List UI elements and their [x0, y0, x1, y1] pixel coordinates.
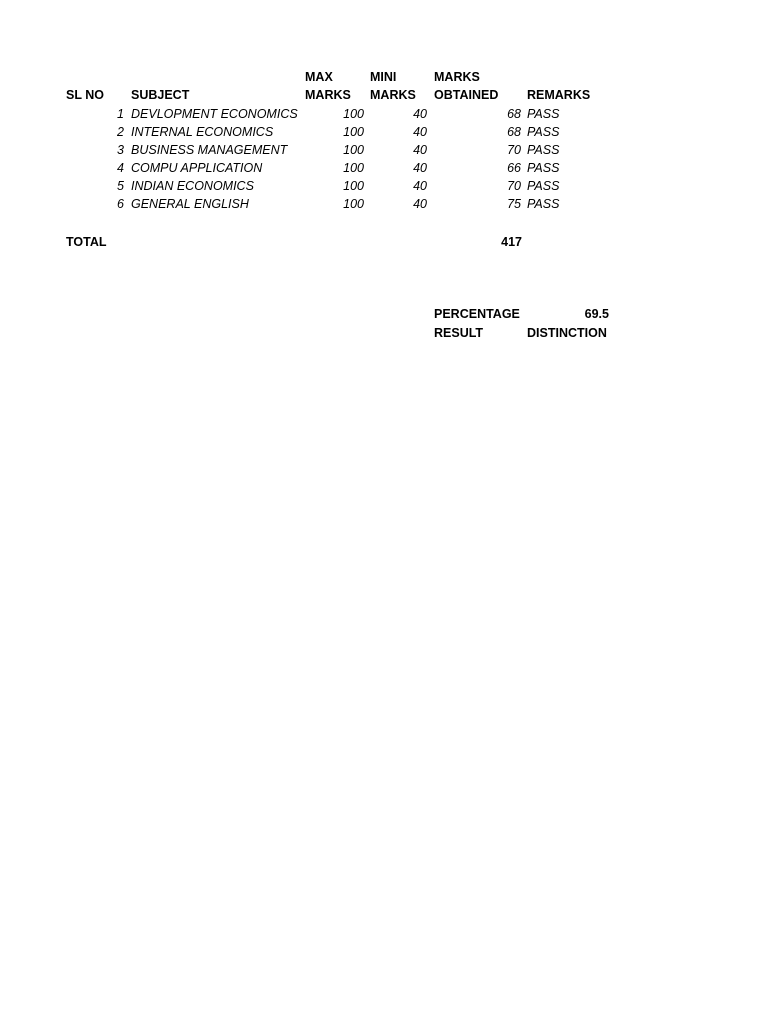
- table-row: [0, 178, 768, 196]
- sl-no-cell: 5: [117, 179, 124, 193]
- result-label: RESULT: [434, 326, 484, 340]
- subject-cell: INTERNAL ECONOMICS: [131, 125, 274, 139]
- remarks-cell: PASS: [527, 125, 560, 139]
- mini-marks-cell: 40: [413, 179, 427, 193]
- sl-no-cell: 1: [117, 107, 124, 121]
- table-row: [0, 160, 768, 178]
- remarks-cell: PASS: [527, 107, 560, 121]
- sl-no-cell: 6: [117, 197, 124, 211]
- marks-obtained-cell: 75: [507, 197, 521, 211]
- sl-no-cell: 3: [117, 143, 124, 157]
- marks-obtained-cell: 68: [507, 125, 521, 139]
- mini-marks-cell: 40: [413, 161, 427, 175]
- max-marks-cell: 100: [343, 125, 364, 139]
- table-row: [0, 106, 768, 124]
- max-marks-cell: 100: [343, 179, 364, 193]
- mini-marks-cell: 40: [413, 143, 427, 157]
- sl-no-cell: 4: [117, 161, 124, 175]
- max-marks-cell: 100: [343, 197, 364, 211]
- marks-obtained-header-line2: OBTAINED: [434, 88, 499, 102]
- max-marks-cell: 100: [343, 143, 364, 157]
- max-marks-header-line1: MAX: [305, 70, 333, 84]
- remarks-cell: PASS: [527, 143, 560, 157]
- table-row: [0, 196, 768, 214]
- remarks-cell: PASS: [527, 179, 560, 193]
- marks-obtained-cell: 70: [507, 143, 521, 157]
- table-row: [0, 142, 768, 160]
- max-marks-cell: 100: [343, 161, 364, 175]
- marks-obtained-cell: 70: [507, 179, 521, 193]
- marks-obtained-cell: 66: [507, 161, 521, 175]
- max-marks-header-line2: MARKS: [305, 88, 351, 102]
- mini-marks-cell: 40: [413, 125, 427, 139]
- marks-obtained-header-line1: MARKS: [434, 70, 480, 84]
- result-value: DISTINCTION: [527, 326, 607, 340]
- mini-marks-cell: 40: [413, 107, 427, 121]
- percentage-label: PERCENTAGE: [434, 307, 520, 321]
- subject-cell: COMPU APPLICATION: [131, 161, 263, 175]
- sl-no-header: SL NO: [66, 88, 104, 102]
- subject-cell: BUSINESS MANAGEMENT: [131, 143, 288, 157]
- total-label: TOTAL: [66, 235, 107, 249]
- mini-marks-header-line2: MARKS: [370, 88, 416, 102]
- subject-cell: INDIAN ECONOMICS: [131, 179, 254, 193]
- subject-header: SUBJECT: [131, 88, 190, 102]
- table-row: [0, 124, 768, 142]
- remarks-cell: PASS: [527, 161, 560, 175]
- remarks-cell: PASS: [527, 197, 560, 211]
- max-marks-cell: 100: [343, 107, 364, 121]
- subject-cell: DEVLOPMENT ECONOMICS: [131, 107, 298, 121]
- remarks-header: REMARKS: [527, 88, 591, 102]
- sl-no-cell: 2: [117, 125, 124, 139]
- total-value: 417: [501, 235, 522, 249]
- mini-marks-cell: 40: [413, 197, 427, 211]
- subject-cell: GENERAL ENGLISH: [131, 197, 249, 211]
- marks-obtained-cell: 68: [507, 107, 521, 121]
- percentage-value: 69.5: [584, 307, 609, 321]
- mini-marks-header-line1: MINI: [370, 70, 397, 84]
